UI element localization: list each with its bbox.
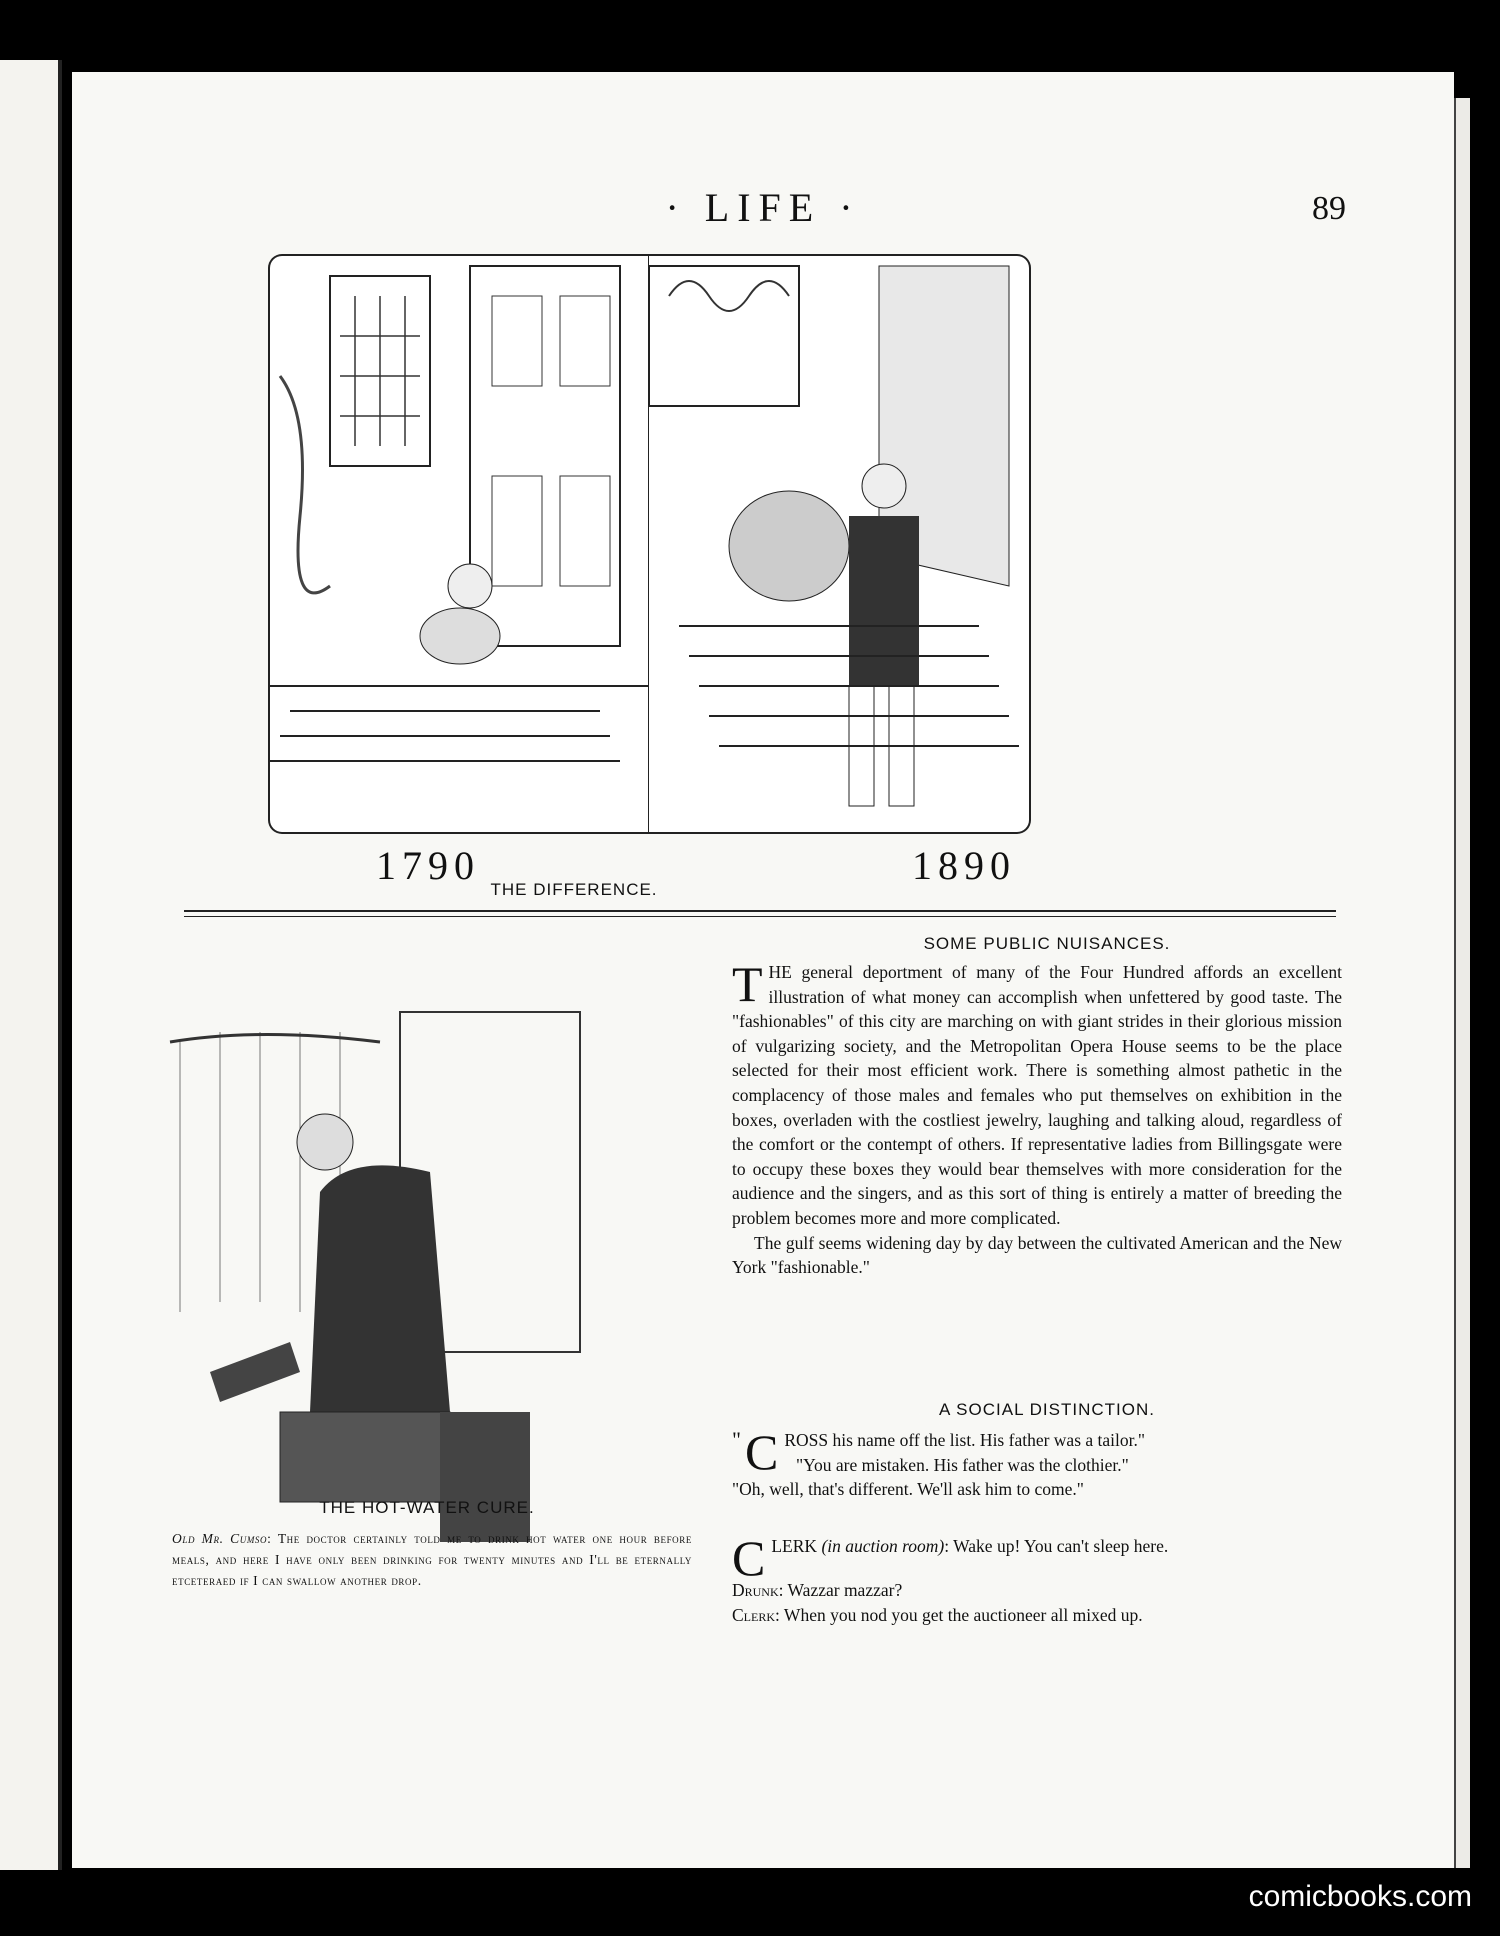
doorstep-1890-illustration [649, 256, 1029, 832]
clerk-line-1a: LERK [771, 1536, 818, 1556]
social-title: A SOCIAL DISTINCTION. [939, 1400, 1155, 1419]
speaker-name: Old Mr. Cumso [172, 1531, 268, 1546]
clerk-article [732, 1530, 1342, 1627]
watermark: comicbooks.com [1248, 1880, 1472, 1913]
nuisances-paragraph-1: HE general deportment of many of the Four Hundred affords an excellent illustration of what money can accomplish when unfettered by good taste. The "fashionables" of this city are marching on with giant strides in their glorious mission of vulgarizing society, and the Metropolitan Opera House seems to be the place selected for their most efficient work. There is something almost pathetic in the complacency of those males and females who put themselves on exhibition in the boxes, overladen with the costliest jewelry, laughing and talking aloud, regardless of the comfort or the contempt of others. If representative ladies from Billingsgate were to occupy these boxes they would bear themselves with more consideration for the audience and the singers, and as this sort of thing is entirely a matter of breeding the problem becomes more and more complicated. [732, 962, 1342, 1228]
social-line-1: ROSS his name off the list. His father was a tailor." [784, 1430, 1146, 1450]
nuisances-article [732, 956, 1342, 1280]
social-line-3: "Oh, well, that's different. We'll ask him to come." [732, 1479, 1084, 1500]
hot-water-title: THE HOT-WATER CURE. [319, 1498, 535, 1517]
masthead: · LIFE · [665, 185, 861, 230]
hot-water-text: : The doctor certainly told me to drink hot water one hour before meals, and here I have only been drinking for twenty minutes and I'll be eternally etceteraed if I can swallow another drop. [172, 1531, 692, 1588]
right-page-edge [1454, 98, 1470, 1868]
clerk-text: : When you nod you get the auctioneer all mixed up. [775, 1604, 1143, 1625]
left-page-edge [0, 60, 62, 1870]
cartoon-1890-panel [648, 254, 1031, 834]
drunk-label: Drunk [732, 1580, 779, 1600]
magazine-page [72, 72, 1454, 1868]
hot-water-caption [172, 1528, 692, 1591]
social-dropcap: C [744, 1424, 779, 1480]
doorstep-1790-illustration [270, 256, 648, 832]
social-article [732, 1424, 1342, 1502]
nuisances-paragraph-2: The gulf seems widening day by day between the cultivated American and the New York "fashionable." [732, 1232, 1342, 1278]
cartoon-caption: THE DIFFERENCE. [490, 880, 658, 899]
year-1790: 1790 [376, 843, 480, 888]
social-line-2: "You are mistaken. His father was the clothier." [796, 1454, 1129, 1475]
cartoon-1790-panel [268, 254, 648, 834]
open-quote: " [732, 1427, 741, 1452]
clerk-line-1c: : Wake up! You can't sleep here. [944, 1536, 1169, 1556]
divider-rule [184, 910, 1336, 917]
clerk-stage-direction: (in auction room) [821, 1536, 945, 1556]
clerk-dropcap: C [732, 1530, 766, 1586]
nuisances-title: SOME PUBLIC NUISANCES. [923, 934, 1171, 953]
year-1890: 1890 [912, 843, 1016, 888]
drunk-text: : Wazzar mazzar? [778, 1580, 903, 1600]
page-number: 89 [1312, 190, 1346, 227]
hot-water-cure-illustration [150, 932, 680, 1552]
clerk-label: Clerk [732, 1604, 776, 1625]
nuisances-dropcap: T [732, 956, 763, 1012]
